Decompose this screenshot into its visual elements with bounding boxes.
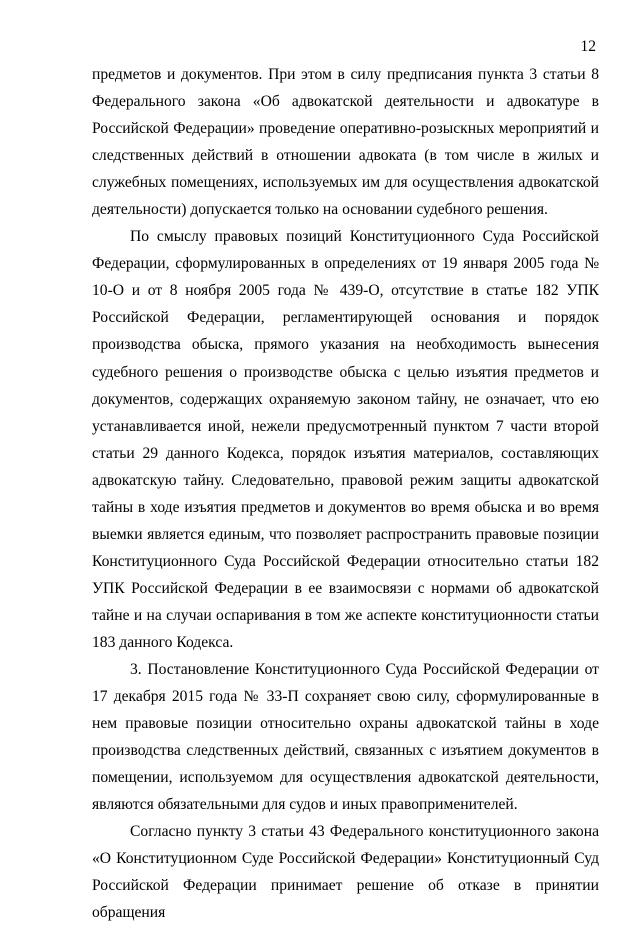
page-number: 12 <box>580 38 596 55</box>
paragraph-4: Согласно пункту 3 статьи 43 Федерального конституционного закона «О Конституционном Суде Российской Федерации» Конституционный Суд Российской Федерации принимает решение об отказе в принятии обращения <box>92 823 599 922</box>
paragraph-2: По смыслу правовых позиций Конституционного Суда Российской Федерации, сформулированных в определениях от 19 января 2005 года № 10-О и от 8 ноября 2005 года № 439-О, отсутствие в статье 182 УПК Российской Федерации, регламентирующей основания и порядок производства обыска, прямого указания на необходимость вынесения судебного решения о производстве обыска с целью изъятия предметов и документов, содержащих охраняемую законом тайну, не означает, что ею устанавливается иной, нежели предусмотренный пунктом 7 части второй статьи 29 данного Кодекса, порядок изъятия материалов, составляющих адвокатскую тайну. Следовательно, правовой режим защиты адвокатской тайны в ходе изъятия предметов и документов во время обыска и во время выемки является единым, что позволяет распространить правовые позиции Конституционного Суда Российской Федерации относительно статьи 182 УПК Российской Федерации в ее взаимосвязи с нормами об адвокатской тайне и на случаи оспаривания в том же аспекте конституционности статьи 183 данного Кодекса. <box>92 228 599 651</box>
paragraph-1: предметов и документов. При этом в силу предписания пункта 3 статьи 8 Федерального закона «Об адвокатской деятельности и адвокатуре в Российской Федерации» проведение оперативно-розыскных мероприятий и следственных действий в отношении адвоката (в том числе в жилых и служебных помещениях, используемых им для осуществления адвокатской деятельности) допускается только на основании судебного решения. <box>92 66 599 219</box>
paragraph-3: 3. Постановление Конституционного Суда Российской Федерации от 17 декабря 2015 года № 33-П сохраняет свою силу, сформулированные в нем правовые позиции относительно охраны адвокатской тайны в ходе производства следственных действий, связанных с изъятием документов в помещении, используемом для осуществления адвокатской деятельности, являются обязательными для судов и иных правоприменителей. <box>92 661 599 814</box>
document-body <box>92 61 599 927</box>
